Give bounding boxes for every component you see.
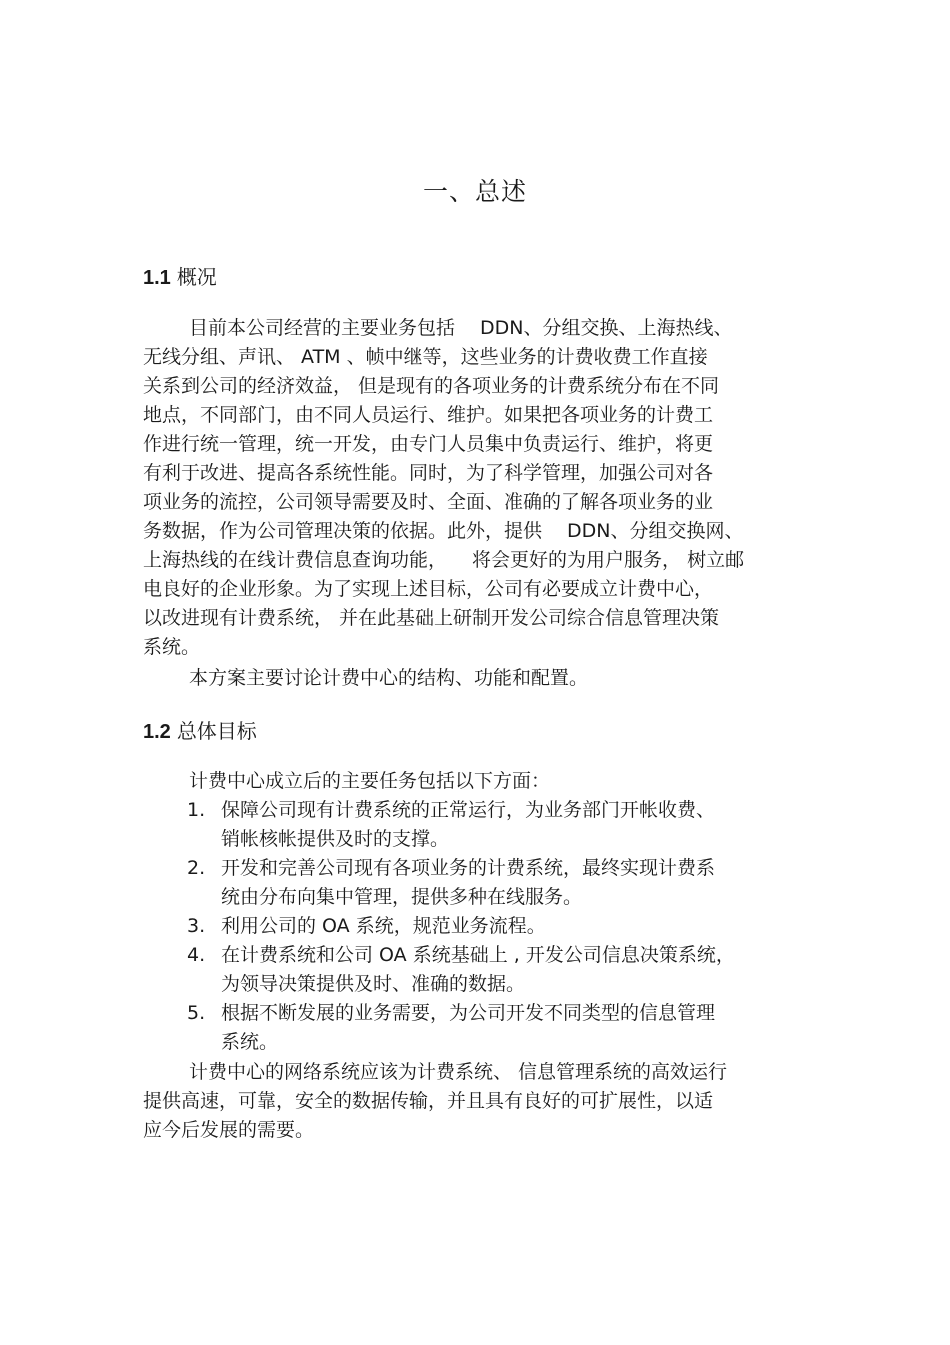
section-heading-goals [143, 716, 257, 747]
list-item-text: 根据不断发展的业务需要，为公司开发不同类型的信息管理 [221, 1002, 716, 1024]
list-item-number: 3. [187, 915, 206, 937]
section-title: 概况 [176, 265, 217, 289]
list-intro: 计费中心成立后的主要任务包括以下方面： [189, 770, 551, 792]
paragraph-line: 上海热线的在线计费信息查询功能， 将会更好的为用户服务， 树立邮 [143, 549, 745, 571]
list-item-number: 1. [187, 799, 206, 821]
paragraph-line: 有利于改进、提高各系统性能。同时，为了科学管理，加强公司对各 [143, 462, 714, 484]
paragraph-line: 提供高速，可靠，安全的数据传输，并且具有良好的可扩展性，以适 [143, 1090, 714, 1112]
list-item-text: 在计费系统和公司 OA 系统基础上 , 开发公司信息决策系统， [221, 944, 735, 966]
section-heading-overview [143, 262, 217, 293]
section-number: 1.1 [143, 267, 171, 289]
list-item-number: 4. [187, 944, 206, 966]
list-item-number: 2. [187, 857, 206, 879]
paragraph-line: 以改进现有计费系统， 并在此基础上研制开发公司综合信息管理决策 [143, 607, 720, 629]
section-number: 1.2 [143, 721, 171, 743]
paragraph-line: 计费中心的网络系统应该为计费系统、 信息管理系统的高效运行 [189, 1061, 728, 1083]
paragraph-line: 电良好的企业形象。为了实现上述目标，公司有必要成立计费中心， [143, 578, 714, 600]
list-item-text: 系统。 [221, 1031, 279, 1053]
paragraph-line: 务数据，作为公司管理决策的依据。此外，提供 DDN、分组交换网、 [143, 520, 744, 542]
paragraph-line: 作进行统一管理，统一开发，由专门人员集中负责运行、维护，将更 [143, 433, 714, 455]
paragraph-line: 关系到公司的经济效益， 但是现有的各项业务的计费系统分布在不同 [143, 375, 720, 397]
list-item-text: 销帐核帐提供及时的支撑。 [221, 828, 450, 850]
list-item-text: 保障公司现有计费系统的正常运行，为业务部门开帐收费、 [221, 799, 716, 821]
paragraph-line: 地点，不同部门，由不同人员运行、维护。如果把各项业务的计费工 [143, 404, 714, 426]
paragraph-line: 项业务的流控，公司领导需要及时、全面、准确的了解各项业务的业 [143, 491, 714, 513]
paragraph-line: 无线分组、声讯、 ATM 、帧中继等，这些业务的计费收费工作直接 [143, 346, 708, 368]
section-title: 总体目标 [176, 719, 257, 743]
list-item-text: 统由分布向集中管理，提供多种在线服务。 [221, 886, 583, 908]
list-item-text: 为领导决策提供及时、准确的数据。 [221, 973, 526, 995]
list-item-text: 利用公司的 OA 系统，规范业务流程。 [221, 915, 546, 937]
paragraph-line: 应今后发展的需要。 [143, 1119, 315, 1141]
paragraph-line: 本方案主要讨论计费中心的结构、功能和配置。 [189, 667, 589, 689]
paragraph-line: 目前本公司经营的主要业务包括 DDN、分组交换、上海热线、 [189, 317, 733, 339]
paragraph-line: 系统。 [143, 636, 201, 658]
chapter-title: 一、总述 [422, 177, 527, 206]
list-item-number: 5. [187, 1002, 206, 1024]
list-item-text: 开发和完善公司现有各项业务的计费系统，最终实现计费系 [221, 857, 716, 879]
